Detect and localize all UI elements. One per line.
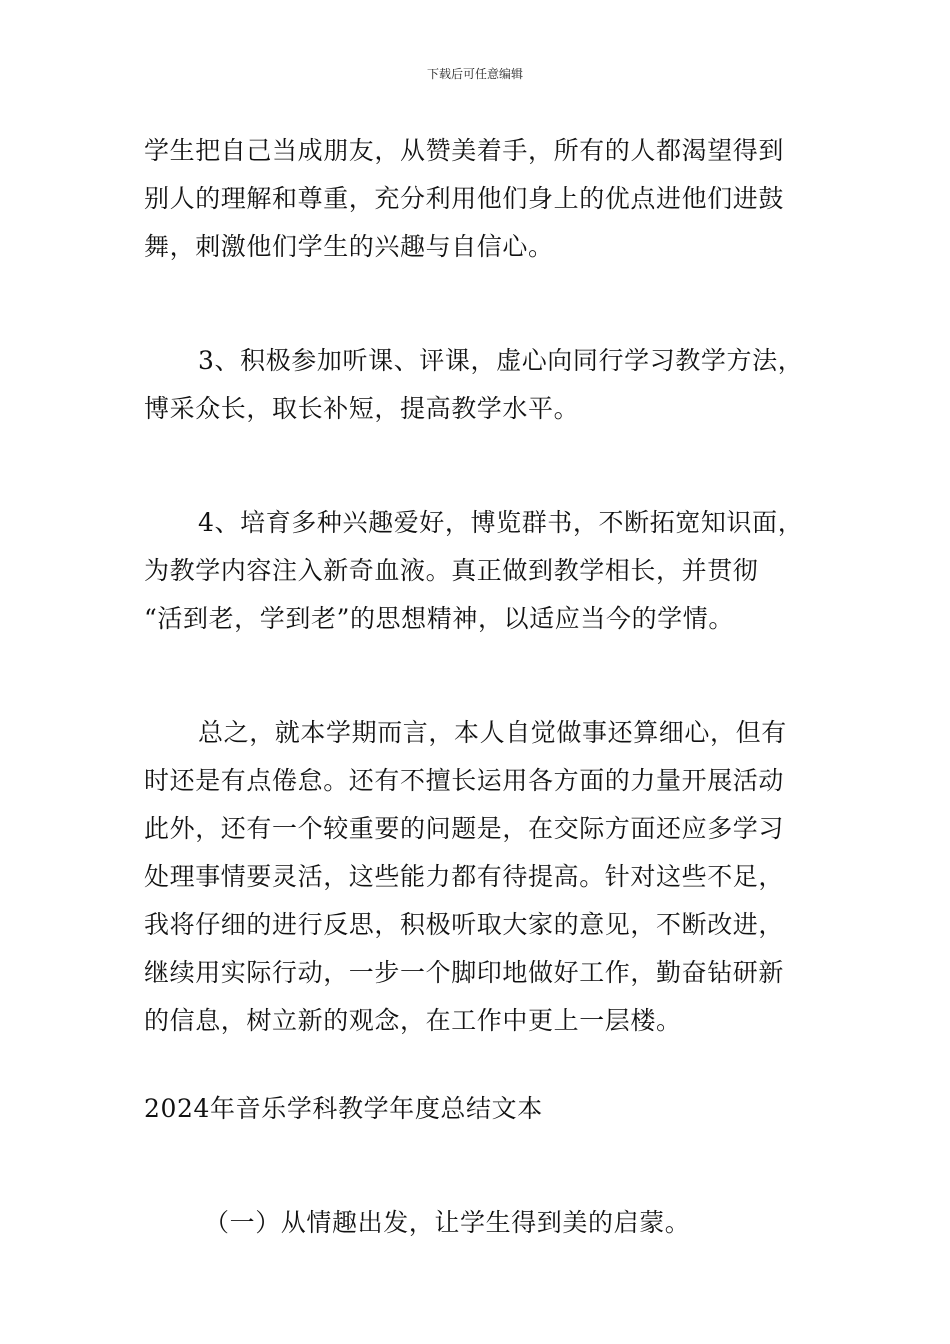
subsection-heading: （一）从情趣出发，让学生得到美的启蒙。 [204,1208,691,1237]
text-line: 舞，刺激他们学生的兴趣与自信心。 [144,232,554,261]
section-title: 2024年音乐学科教学年度总结文本 [144,1094,543,1123]
paragraph-gap [144,271,816,337]
text-line: 此外，还有一个较重要的问题是，在交际方面还应多学习 [144,814,785,843]
text-line: 博采众长，取长补短，提高教学水平。 [144,394,580,423]
text-line: 时还是有点倦怠。还有不擅长运用各方面的力量开展活动 [144,766,785,795]
paragraph [144,337,816,433]
paragraph [144,499,816,643]
text-line: 3、积极参加听课、评课，虚心向同行学习教学方法， [198,346,804,375]
text-line: 学生把自己当成朋友，从赞美着手，所有的人都渴望得到 [144,136,785,165]
paragraph [144,709,816,1045]
document-body [144,127,816,1247]
paragraph [144,127,816,271]
paragraph-gap [144,643,816,709]
text-line: 继续用实际行动，一步一个脚印地做好工作，勤奋钻研新 [144,958,785,987]
text-line: 为教学内容注入新奇血液。真正做到教学相长，并贯彻 [144,556,759,585]
text-line: 我将仔细的进行反思，积极听取大家的意见，不断改进， [144,910,785,939]
text-line: “活到老，学到老”的思想精神，以适应当今的学情。 [144,604,734,633]
page-header: 下载后可任意编辑 [426,67,523,81]
paragraph-gap [144,433,816,499]
text-line: 处理事情要灵活，这些能力都有待提高。针对这些不足， [144,862,785,891]
text-line: 4、培育多种兴趣爱好，博览群书，不断拓宽知识面， [198,508,804,537]
text-line: 的信息，树立新的观念，在工作中更上一层楼。 [144,1006,682,1035]
paragraph-gap [144,1133,816,1199]
text-line: 总之，就本学期而言，本人自觉做事还算细心，但有 [198,718,787,747]
paragraph-gap [144,1045,816,1085]
text-line: 别人的理解和尊重，充分利用他们身上的优点进他们进鼓 [144,184,785,213]
